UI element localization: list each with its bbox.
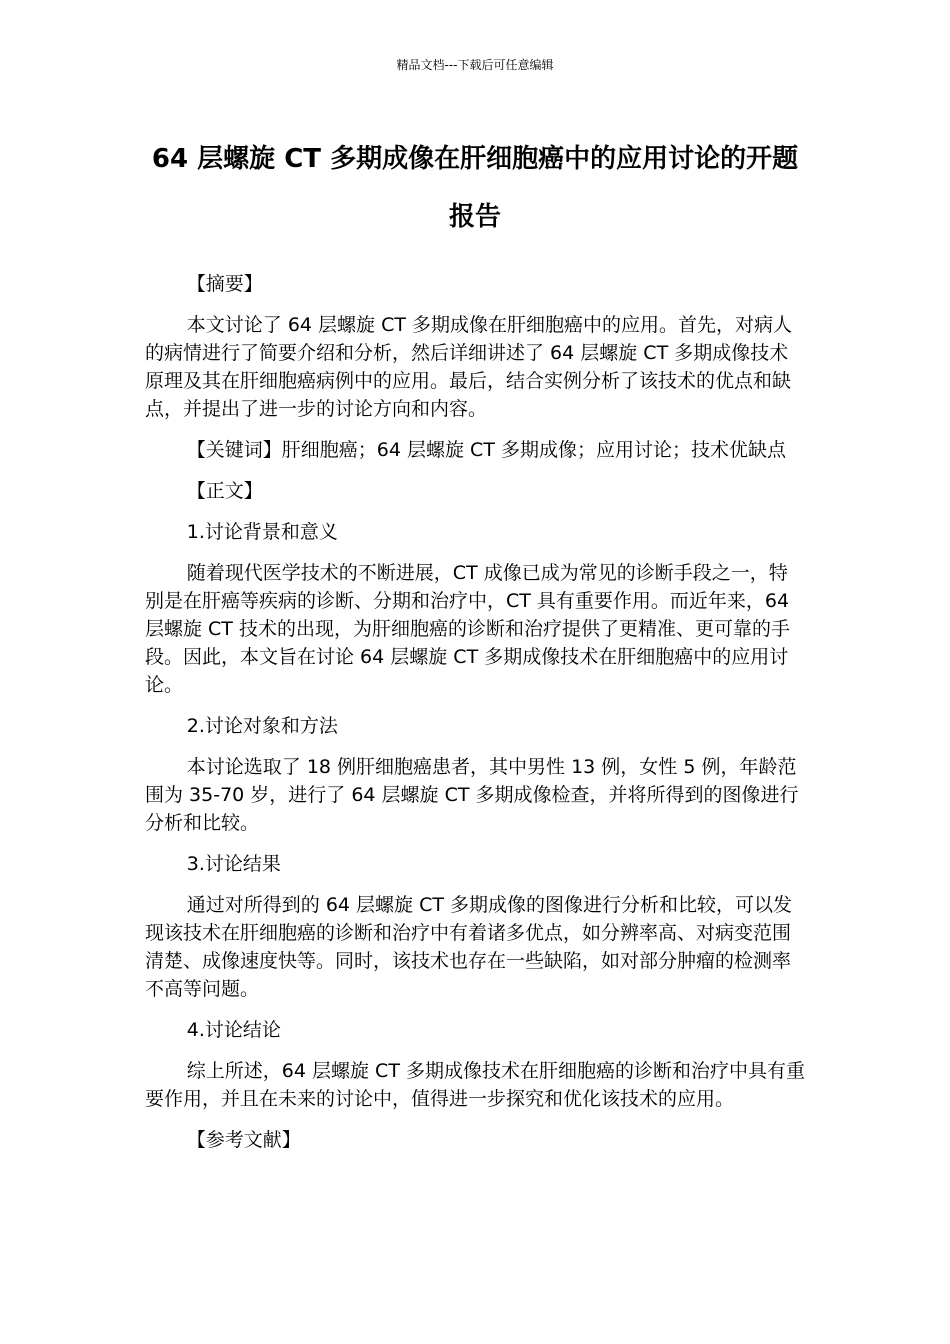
section-heading-3: 3.讨论结果 xyxy=(186,853,281,875)
section-heading-1: 1.讨论背景和意义 xyxy=(186,521,338,543)
references-heading: 【参考文献】 xyxy=(186,1129,301,1151)
section-heading-4: 4.讨论结论 xyxy=(186,1019,281,1041)
section-heading-2: 2.讨论对象和方法 xyxy=(186,715,338,737)
keywords-paragraph: 【关键词】肝细胞癌；64 层螺旋 CT 多期成像；应用讨论；技术优缺点 xyxy=(186,439,786,461)
section-paragraph-1: 随着现代医学技术的不断进展，CT 成像已成为常见的诊断手段之一，特别是在肝癌等疾病的诊断、分期和治疗中，CT 具有重要作用。而近年来，64 层螺旋 CT 技术的出现，为肝细胞癌的诊断和治疗提供了更精准、更可靠的手段。因此，本文旨在讨论 64 层螺旋 CT 多期成像技术在肝细胞癌中的应用讨论。 xyxy=(145,562,790,696)
body-heading: 【正文】 xyxy=(186,480,263,502)
section-paragraph-2: 本讨论选取了 18 例肝细胞癌患者，其中男性 13 例，女性 5 例，年龄范围为 35-70 岁，进行了 64 层螺旋 CT 多期成像检查，并将所得到的图像进行分析和比较。 xyxy=(145,756,799,834)
document-title: 64 层螺旋 CT 多期成像在肝细胞癌中的应用讨论的开题报告 xyxy=(151,144,799,232)
document-body xyxy=(145,270,805,1167)
header-note: 精品文档---下载后可任意编辑 xyxy=(396,58,554,72)
abstract-paragraph: 本文讨论了 64 层螺旋 CT 多期成像在肝细胞癌中的应用。首先，对病人的病情进行了简要介绍和分析，然后详细讲述了 64 层螺旋 CT 多期成像技术原理及其在肝细胞癌病例中的应用。最后，结合实例分析了该技术的优点和缺点，并提出了进一步的讨论方向和内容。 xyxy=(145,314,793,420)
abstract-heading: 【摘要】 xyxy=(186,273,263,295)
section-paragraph-3: 通过对所得到的 64 层螺旋 CT 多期成像的图像进行分析和比较，可以发现该技术在肝细胞癌的诊断和治疗中有着诸多优点，如分辨率高、对病变范围清楚、成像速度快等。同时，该技术也存在一些缺陷，如对部分肿瘤的检测率不高等问题。 xyxy=(145,894,793,1000)
section-paragraph-4: 综上所述，64 层螺旋 CT 多期成像技术在肝细胞癌的诊断和治疗中具有重要作用，并且在未来的讨论中，值得进一步探究和优化该技术的应用。 xyxy=(145,1060,805,1110)
